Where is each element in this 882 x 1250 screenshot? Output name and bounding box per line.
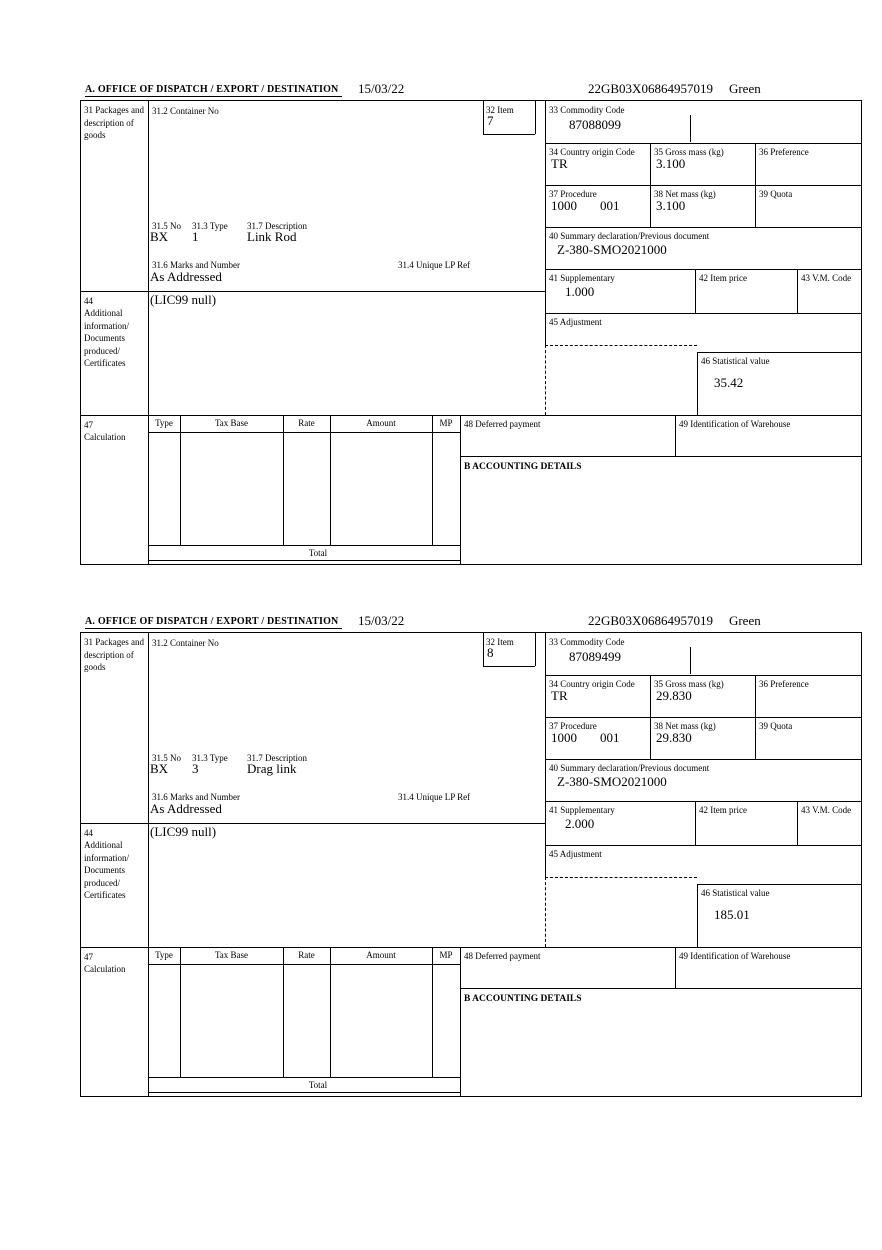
country-origin-value: TR [551, 688, 568, 703]
commodity-code-value: 87089499 [569, 649, 621, 664]
marks-value: As Addressed [150, 269, 222, 284]
marks-value: As Addressed [150, 801, 222, 816]
divider [545, 675, 861, 676]
divider [695, 269, 696, 313]
commodity-code-label: 33 Commodity Code [549, 637, 625, 647]
procedure-qualifier: 001 [600, 730, 620, 745]
declaration-reference [588, 81, 761, 97]
description-label: 31.7 Description [247, 753, 307, 763]
divider [81, 947, 861, 948]
box31-label: 31 Packages and description of goods [84, 637, 144, 673]
dashed-divider [545, 345, 697, 346]
procedure-value [551, 199, 620, 213]
packages-type-value: 3 [192, 761, 199, 776]
divider [460, 456, 861, 457]
col-rate-header: Rate [298, 418, 315, 428]
col-type-header: Type [155, 418, 173, 428]
statistical-value-box [697, 884, 861, 947]
gross-mass-value: 29.830 [656, 688, 692, 703]
item-label: 32 Item [486, 637, 514, 647]
divider [535, 633, 536, 666]
procedure-qualifier: 001 [600, 198, 620, 213]
box44-number: 44 [84, 296, 93, 306]
divider [545, 717, 861, 718]
net-mass-label: 38 Net mass (kg) [654, 189, 716, 199]
divider [797, 269, 798, 313]
adjustment-label: 45 Adjustment [549, 849, 602, 859]
adjustment-label: 45 Adjustment [549, 317, 602, 327]
divider [81, 415, 861, 416]
divider [690, 647, 691, 674]
previous-document-label: 40 Summary declaration/Previous document [549, 231, 710, 241]
box44-label: Additional information/ Documents produced/ Certificates [84, 840, 129, 901]
divider [432, 947, 433, 1077]
divider [180, 415, 181, 545]
declaration-form-box [80, 100, 862, 565]
divider [545, 313, 861, 314]
supplementary-label: 41 Supplementary [549, 805, 615, 815]
packages-no-label: 31.5 No [152, 221, 181, 231]
procedure-code: 1000 [551, 198, 577, 213]
supplementary-value: 2.000 [565, 816, 595, 831]
divider [483, 134, 535, 135]
packages-type-label: 31.3 Type [192, 221, 228, 231]
box31-label: 31 Packages and description of goods [84, 105, 144, 141]
dashed-divider [545, 877, 546, 947]
mrn-number: 22GB03X06864957019 [588, 81, 713, 96]
col-type-header: Type [155, 950, 173, 960]
item-price-label: 42 Item price [699, 805, 747, 815]
goods-description: Drag link [247, 761, 297, 776]
divider [797, 801, 798, 845]
procedure-value [551, 731, 620, 745]
divider [545, 759, 861, 760]
supplementary-value: 1.000 [565, 284, 595, 299]
divider [432, 415, 433, 545]
divider [283, 947, 284, 1077]
divider [148, 545, 460, 546]
packages-no-value: BX [150, 761, 169, 776]
packages-type-label: 31.3 Type [192, 753, 228, 763]
deferred-payment-label: 48 Deferred payment [464, 951, 541, 961]
divider [148, 432, 460, 433]
item-price-label: 42 Item price [699, 273, 747, 283]
statistical-value-box [697, 352, 861, 415]
declaration-form-box [80, 632, 862, 1097]
vm-code-label: 43 V.M. Code [801, 805, 852, 815]
accounting-details-label: B ACCOUNTING DETAILS [464, 994, 582, 1004]
divider [148, 633, 149, 1096]
dashed-divider [545, 345, 546, 415]
divider [148, 964, 460, 965]
packages-no-value: BX [150, 229, 169, 244]
net-mass-value: 29.830 [656, 730, 692, 745]
item-number: 8 [487, 645, 494, 660]
box47-number: 47 [84, 952, 93, 962]
declaration-date: 15/03/22 [358, 613, 405, 628]
statistical-value: 35.42 [714, 375, 744, 390]
quota-label: 39 Quota [759, 189, 793, 199]
box47-label: Calculation [84, 432, 126, 442]
routing-status: Green [728, 613, 761, 628]
declaration-reference [588, 613, 761, 629]
divider [545, 185, 861, 186]
unique-lp-ref-label: 31.4 Unique LP Ref [398, 260, 471, 270]
container-no-label: 31.2 Container No [152, 638, 219, 648]
divider [695, 801, 696, 845]
mrn-number: 22GB03X06864957019 [588, 613, 713, 628]
item-label: 32 Item [486, 105, 514, 115]
box47-label: Calculation [84, 964, 126, 974]
previous-document-label: 40 Summary declaration/Previous document [549, 763, 710, 773]
statistical-value-label: 46 Statistical value [701, 356, 770, 366]
declaration-item-copy [80, 80, 862, 570]
dashed-divider [545, 877, 697, 878]
divider [675, 947, 676, 988]
preference-label: 36 Preference [759, 679, 809, 689]
divider [545, 269, 861, 270]
warehouse-id-label: 49 Identification of Warehouse [679, 419, 791, 429]
supplementary-label: 41 Supplementary [549, 273, 615, 283]
gross-mass-label: 35 Gross mass (kg) [654, 147, 724, 157]
country-origin-label: 34 Country origin Code [549, 147, 635, 157]
divider [545, 845, 861, 846]
divider [148, 560, 460, 561]
unique-lp-ref-label: 31.4 Unique LP Ref [398, 792, 471, 802]
gross-mass-value: 3.100 [656, 156, 686, 171]
additional-information-value: (LIC99 null) [150, 824, 217, 839]
declaration-item-copy [80, 612, 862, 1102]
divider [483, 101, 484, 134]
divider [545, 227, 861, 228]
divider [483, 666, 535, 667]
previous-document-value: Z-380-SMO2021000 [557, 242, 667, 257]
col-tax-base-header: Tax Base [214, 950, 249, 960]
divider [330, 947, 331, 1077]
col-amount-header: Amount [366, 950, 396, 960]
col-mp-header: MP [439, 418, 453, 428]
commodity-code-value: 87088099 [569, 117, 621, 132]
statistical-value: 185.01 [714, 907, 750, 922]
total-label: Total [308, 1080, 328, 1090]
net-mass-label: 38 Net mass (kg) [654, 721, 716, 731]
divider [690, 115, 691, 142]
warehouse-id-label: 49 Identification of Warehouse [679, 951, 791, 961]
box44-label: Additional information/ Documents produced/ Certificates [84, 308, 129, 369]
quota-label: 39 Quota [759, 721, 793, 731]
marks-label: 31.6 Marks and Number [152, 792, 240, 802]
divider [675, 415, 676, 456]
divider [545, 101, 546, 345]
country-origin-value: TR [551, 156, 568, 171]
packages-no-label: 31.5 No [152, 753, 181, 763]
preference-label: 36 Preference [759, 147, 809, 157]
divider [545, 801, 861, 802]
net-mass-value: 3.100 [656, 198, 686, 213]
procedure-label: 37 Procedure [549, 189, 597, 199]
procedure-label: 37 Procedure [549, 721, 597, 731]
divider [460, 988, 861, 989]
box47-number: 47 [84, 420, 93, 430]
item-number: 7 [487, 113, 494, 128]
additional-information-value: (LIC99 null) [150, 292, 217, 307]
divider [148, 1077, 460, 1078]
statistical-value-label: 46 Statistical value [701, 888, 770, 898]
col-rate-header: Rate [298, 950, 315, 960]
container-no-label: 31.2 Container No [152, 106, 219, 116]
divider [330, 415, 331, 545]
col-mp-header: MP [439, 950, 453, 960]
gross-mass-label: 35 Gross mass (kg) [654, 679, 724, 689]
divider [483, 633, 484, 666]
office-of-dispatch-label: A. OFFICE OF DISPATCH / EXPORT / DESTINATION [85, 616, 342, 629]
goods-description: Link Rod [247, 229, 297, 244]
divider [148, 1092, 460, 1093]
commodity-code-label: 33 Commodity Code [549, 105, 625, 115]
divider [535, 101, 536, 134]
divider [283, 415, 284, 545]
description-label: 31.7 Description [247, 221, 307, 231]
previous-document-value: Z-380-SMO2021000 [557, 774, 667, 789]
accounting-details-label: B ACCOUNTING DETAILS [464, 462, 582, 472]
declaration-date: 15/03/22 [358, 81, 405, 96]
divider [460, 947, 461, 1096]
marks-label: 31.6 Marks and Number [152, 260, 240, 270]
total-label: Total [308, 548, 328, 558]
divider [460, 415, 461, 564]
vm-code-label: 43 V.M. Code [801, 273, 852, 283]
divider [180, 947, 181, 1077]
col-tax-base-header: Tax Base [214, 418, 249, 428]
office-of-dispatch-label: A. OFFICE OF DISPATCH / EXPORT / DESTINATION [85, 84, 342, 97]
box44-number: 44 [84, 828, 93, 838]
divider [148, 101, 149, 564]
packages-type-value: 1 [192, 229, 199, 244]
country-origin-label: 34 Country origin Code [549, 679, 635, 689]
deferred-payment-label: 48 Deferred payment [464, 419, 541, 429]
divider [545, 633, 546, 877]
routing-status: Green [728, 81, 761, 96]
divider [545, 143, 861, 144]
col-amount-header: Amount [366, 418, 396, 428]
procedure-code: 1000 [551, 730, 577, 745]
